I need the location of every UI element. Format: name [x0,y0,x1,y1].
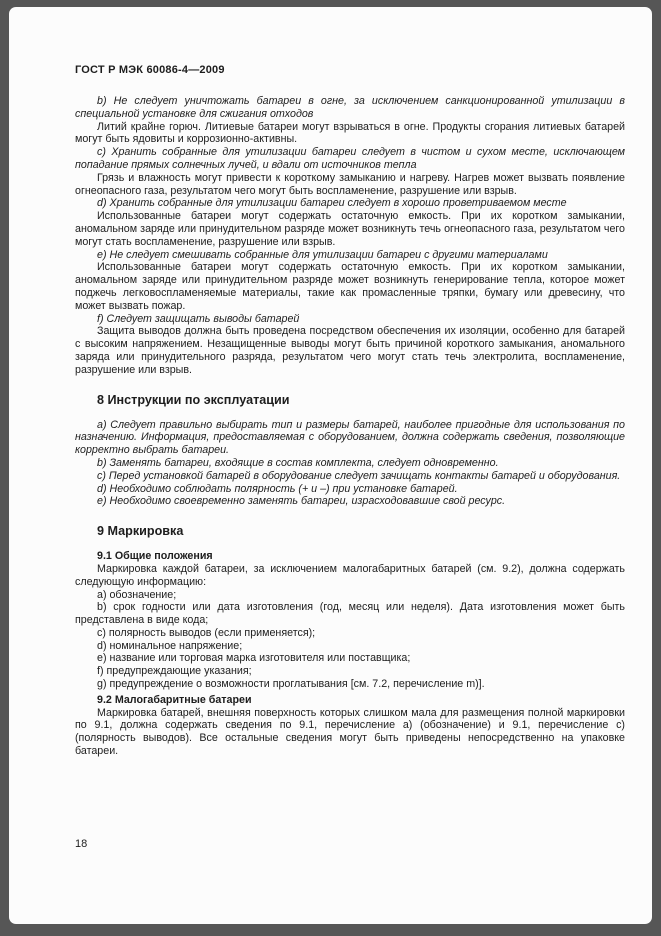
paragraph: g) предупреждение о возможности проглатывания [см. 7.2, перечисление m)]. [97,678,485,691]
instruction-item: a) Следует правильно выбирать тип и размеры батарей, наиболее пригодные для использования по назначению. Информация, предоставляемая с оборудованием, должна содержать сведения, позволяющие корректно выбрать батареи. [75,418,625,457]
paragraph: c) полярность выводов (если применяется); [97,626,316,639]
paragraph: Защита выводов должна быть проведена посредством обеспечения их изоляции, особенно для батарей с высоким напряжением. Незащищенные выводы могут быть причиной короткого замыкания, аномального заряда или принудительного разряда, результатом чего могут стать течь электролита, воспламенение, разрушение или взрыв. [75,325,625,376]
paragraph: Литий крайне горюч. Литиевые батареи могут взрываться в огне. Продукты сгорания литиевых батарей могут быть ядовиты и коррозионно-активны. [75,120,625,146]
section-heading: 9 Маркировка [97,524,184,539]
instruction-item: c) Хранить собранные для утилизации батареи следует в чистом и сухом месте, исключающем попадание прямых солнечных лучей, и вдали от источников тепла [75,146,625,171]
instruction-item: e) Не следует смешивать собранные для утилизации батареи с другими материалами [97,248,548,261]
paragraph: f) предупреждающие указания; [97,665,252,678]
paragraph: Маркировка каждой батареи, за исключением малогабаритных батарей (см. 9.2), должна содержать следующую информацию: [75,562,625,588]
page-number: 18 [75,838,88,850]
paragraph: d) номинальное напряжение; [97,639,243,652]
instruction-item: f) Следует защищать выводы батарей [97,312,300,325]
paragraph: Использованные батареи могут содержать остаточную емкость. При их коротком замыкании, аномальном заряде или принудительном разряде может возникнуть течь огнеопасного газа, результатом чего могут стать воспламенение, разрушение или взрыв. [75,210,625,248]
document-body [75,95,625,758]
document-header: ГОСТ Р МЭК 60086-4—2009 [75,64,225,76]
subsection-heading: 9.2 Малогабаритные батареи [97,693,252,706]
paragraph: Использованные батареи могут содержать остаточную емкость. При их коротком замыкании, аномальном заряде или принудительном разряде может возникнуть генерирование тепла, которое может поджечь легковоспламеняемые материалы, такие как промасленные тряпки, бумагу или древесину, что может вызвать пожар. [75,261,625,312]
section-heading: 8 Инструкции по эксплуатации [97,392,290,407]
document-page [9,7,652,924]
paragraph: Маркировка батарей, внешняя поверхность которых слишком мала для размещения полной маркировки по 9.1, должна содержать сведения по 9.1, перечисление a) (обозначение) и 9.1, перечисление c) (полярность выводов). Все остальные сведения могут быть приведены непосредственно на упаковке батареи. [75,706,625,758]
instruction-item: d) Необходимо соблюдать полярность (+ и –) при установке батарей. [97,482,458,495]
instruction-item: e) Необходимо своевременно заменять батареи, израсходовавшие свой ресурс. [97,495,506,508]
instruction-item: b) Не следует уничтожать батареи в огне, за исключением санкционированной утилизации в специальной установке для сжигания отходов [75,95,625,120]
instruction-item: c) Перед установкой батарей в оборудование следует зачищать контакты батарей и оборудования. [97,469,621,482]
instruction-item: d) Хранить собранные для утилизации батареи следует в хорошо проветриваемом месте [97,197,567,210]
paragraph: e) название или торговая марка изготовителя или поставщика; [97,652,411,665]
paragraph: Грязь и влажность могут привести к короткому замыканию и нагреву. Нагрев может вызвать появление огнеопасного газа, результатом чего могут быть воспламенение, разрушение или взрыв. [75,171,625,197]
instruction-item: b) Заменять батареи, входящие в состав комплекта, следует одновременно. [97,456,499,469]
subsection-heading: 9.1 Общие положения [97,550,213,563]
paragraph: a) обозначение; [97,588,177,601]
paragraph: b) срок годности или дата изготовления (год, месяц или неделя). Дата изготовления может быть представлена в виде кода; [75,601,625,627]
